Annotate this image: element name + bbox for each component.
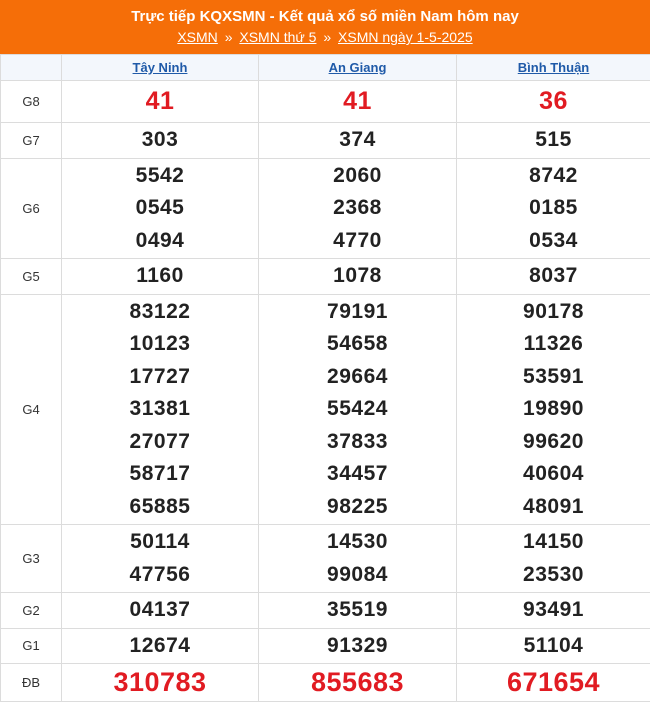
result-cell — [457, 294, 650, 525]
lottery-number: 34457 — [259, 458, 456, 491]
lottery-number: 303 — [62, 124, 258, 157]
result-cell — [259, 259, 457, 295]
province-header — [457, 55, 650, 81]
prize-row — [1, 525, 650, 593]
result-cell — [457, 158, 650, 259]
lottery-number: 2368 — [259, 192, 456, 225]
prize-row — [1, 259, 650, 295]
lottery-number: 14530 — [259, 526, 456, 559]
result-cell — [457, 123, 650, 159]
result-cell — [457, 628, 650, 664]
lottery-number: 11326 — [457, 328, 650, 361]
prize-label: G1 — [1, 628, 62, 664]
lottery-number: 1078 — [259, 260, 456, 293]
breadcrumb — [0, 27, 650, 47]
result-cell — [457, 259, 650, 295]
lottery-number: 55424 — [259, 393, 456, 426]
prize-label: G3 — [1, 525, 62, 593]
lottery-number: 90178 — [457, 296, 650, 329]
result-cell — [62, 628, 259, 664]
lottery-number: 374 — [259, 124, 456, 157]
lottery-number: 41 — [62, 85, 258, 118]
lottery-number: 98225 — [259, 491, 456, 524]
lottery-number: 4770 — [259, 225, 456, 258]
lottery-number: 515 — [457, 124, 650, 157]
prize-row — [1, 628, 650, 664]
lottery-number: 36 — [457, 85, 650, 118]
result-cell — [62, 123, 259, 159]
lottery-number: 50114 — [62, 526, 258, 559]
lottery-number: 48091 — [457, 491, 650, 524]
prize-body — [1, 81, 650, 702]
result-cell — [457, 593, 650, 629]
lottery-number: 14150 — [457, 526, 650, 559]
page-header — [0, 0, 650, 54]
province-link-an-giang[interactable]: An Giang — [329, 60, 387, 75]
province-header-row — [1, 55, 650, 81]
lottery-number: 58717 — [62, 458, 258, 491]
breadcrumb-link-xsmn-weekday[interactable]: XSMN thứ 5 — [239, 29, 316, 45]
lottery-number: 99084 — [259, 559, 456, 592]
lottery-number: 51104 — [457, 630, 650, 663]
lottery-number: 0534 — [457, 225, 650, 258]
prize-row — [1, 294, 650, 525]
lottery-number: 31381 — [62, 393, 258, 426]
prize-label: G4 — [1, 294, 62, 525]
prize-row — [1, 664, 650, 702]
result-cell — [62, 158, 259, 259]
lottery-number: 17727 — [62, 361, 258, 394]
result-cell — [62, 593, 259, 629]
lottery-number: 27077 — [62, 426, 258, 459]
prize-row — [1, 593, 650, 629]
lottery-number: 0545 — [62, 192, 258, 225]
lottery-number: 23530 — [457, 559, 650, 592]
result-cell — [259, 593, 457, 629]
lottery-number: 41 — [259, 85, 456, 118]
prize-label: G2 — [1, 593, 62, 629]
lottery-number: 855683 — [259, 665, 456, 700]
result-cell — [62, 294, 259, 525]
lottery-number: 671654 — [457, 665, 650, 700]
lottery-number: 79191 — [259, 296, 456, 329]
prize-label: G8 — [1, 81, 62, 123]
prize-row — [1, 81, 650, 123]
prize-label: G7 — [1, 123, 62, 159]
prize-row — [1, 158, 650, 259]
lottery-number: 54658 — [259, 328, 456, 361]
lottery-number: 1160 — [62, 260, 258, 293]
lottery-number: 29664 — [259, 361, 456, 394]
result-cell — [259, 525, 457, 593]
lottery-number: 83122 — [62, 296, 258, 329]
lottery-number: 19890 — [457, 393, 650, 426]
result-cell — [62, 259, 259, 295]
result-cell — [457, 81, 650, 123]
lottery-number: 35519 — [259, 594, 456, 627]
lottery-number: 40604 — [457, 458, 650, 491]
lottery-number: 8037 — [457, 260, 650, 293]
results-table — [0, 54, 650, 702]
lottery-number: 93491 — [457, 594, 650, 627]
page-title: Trực tiếp KQXSMN - Kết quả xổ số miền Nam hôm nay — [0, 7, 650, 27]
result-cell — [259, 664, 457, 702]
lottery-number: 10123 — [62, 328, 258, 361]
prize-label: G6 — [1, 158, 62, 259]
prize-column-header — [1, 55, 62, 81]
prize-label: G5 — [1, 259, 62, 295]
lottery-number: 12674 — [62, 630, 258, 663]
result-cell — [62, 81, 259, 123]
result-cell — [62, 664, 259, 702]
lottery-number: 2060 — [259, 160, 456, 193]
province-link-tay-ninh[interactable]: Tây Ninh — [133, 60, 188, 75]
lottery-number: 310783 — [62, 665, 258, 700]
lottery-number: 99620 — [457, 426, 650, 459]
lottery-number: 0494 — [62, 225, 258, 258]
lottery-number: 47756 — [62, 559, 258, 592]
result-cell — [457, 525, 650, 593]
lottery-number: 91329 — [259, 630, 456, 663]
lottery-number: 37833 — [259, 426, 456, 459]
result-cell — [62, 525, 259, 593]
breadcrumb-separator: » — [323, 29, 331, 45]
prize-row — [1, 123, 650, 159]
lottery-number: 65885 — [62, 491, 258, 524]
province-link-binh-thuan[interactable]: Bình Thuận — [518, 60, 590, 75]
lottery-number: 8742 — [457, 160, 650, 193]
result-cell — [457, 664, 650, 702]
breadcrumb-link-xsmn-date[interactable]: XSMN ngày 1-5-2025 — [338, 29, 473, 45]
lottery-number: 5542 — [62, 160, 258, 193]
result-cell — [259, 81, 457, 123]
province-header — [62, 55, 259, 81]
province-header — [259, 55, 457, 81]
lottery-number: 04137 — [62, 594, 258, 627]
breadcrumb-separator: » — [225, 29, 233, 45]
result-cell — [259, 158, 457, 259]
lottery-number: 0185 — [457, 192, 650, 225]
prize-label: ĐB — [1, 664, 62, 702]
lottery-number: 53591 — [457, 361, 650, 394]
result-cell — [259, 628, 457, 664]
result-cell — [259, 123, 457, 159]
breadcrumb-link-xsmn[interactable]: XSMN — [177, 29, 217, 45]
result-cell — [259, 294, 457, 525]
